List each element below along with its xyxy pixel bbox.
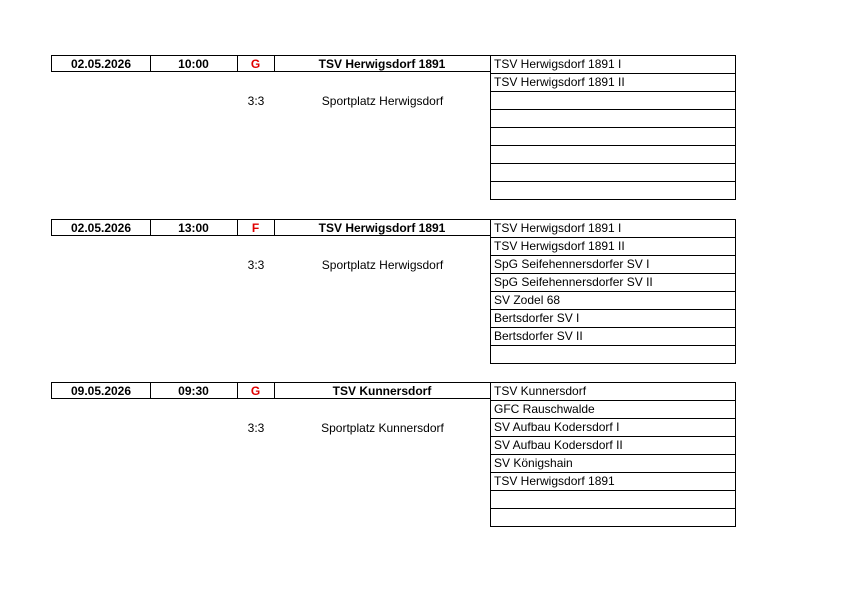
- team-row: Bertsdorfer SV I: [491, 310, 735, 328]
- team-row: SV Aufbau Kodersdorf II: [491, 437, 735, 455]
- team-row: SpG Seifehennersdorfer SV I: [491, 256, 735, 274]
- team-row: SV Königshain: [491, 455, 735, 473]
- event-type: F: [237, 219, 275, 236]
- event-block: [0, 219, 849, 369]
- team-list: [490, 382, 736, 527]
- event-date: 09.05.2026: [51, 382, 151, 399]
- team-row: SpG Seifehennersdorfer SV II: [491, 274, 735, 292]
- team-row: TSV Kunnersdorf: [491, 383, 735, 401]
- team-row: TSV Herwigsdorf 1891 II: [491, 74, 735, 92]
- team-row: TSV Herwigsdorf 1891 II: [491, 238, 735, 256]
- team-row: Bertsdorfer SV II: [491, 328, 735, 346]
- event-mode: 3:3: [247, 94, 265, 108]
- event-mode: 3:3: [247, 421, 265, 435]
- team-row: [491, 182, 735, 200]
- team-row: [491, 92, 735, 110]
- team-row: [491, 491, 735, 509]
- event-host: TSV Herwigsdorf 1891: [274, 55, 491, 72]
- team-row: [491, 146, 735, 164]
- team-row: [491, 110, 735, 128]
- event-block: [0, 55, 849, 205]
- team-row: SV Zodel 68: [491, 292, 735, 310]
- event-host: TSV Kunnersdorf: [274, 382, 491, 399]
- team-list: [490, 55, 736, 200]
- event-date: 02.05.2026: [51, 219, 151, 236]
- event-type: G: [237, 55, 275, 72]
- event-time: 09:30: [150, 382, 238, 399]
- team-list: [490, 219, 736, 364]
- team-row: TSV Herwigsdorf 1891 I: [491, 220, 735, 238]
- team-row: TSV Herwigsdorf 1891 I: [491, 56, 735, 74]
- event-time: 13:00: [150, 219, 238, 236]
- team-row: [491, 346, 735, 364]
- team-row: TSV Herwigsdorf 1891: [491, 473, 735, 491]
- event-host: TSV Herwigsdorf 1891: [274, 219, 491, 236]
- event-date: 02.05.2026: [51, 55, 151, 72]
- event-type: G: [237, 382, 275, 399]
- team-row: [491, 509, 735, 527]
- event-venue: Sportplatz Kunnersdorf: [321, 421, 444, 435]
- event-mode: 3:3: [247, 258, 265, 272]
- event-venue: Sportplatz Herwigsdorf: [321, 94, 444, 108]
- event-time: 10:00: [150, 55, 238, 72]
- event-venue: Sportplatz Herwigsdorf: [321, 258, 444, 272]
- event-block: [0, 382, 849, 532]
- team-row: [491, 128, 735, 146]
- team-row: [491, 164, 735, 182]
- team-row: GFC Rauschwalde: [491, 401, 735, 419]
- team-row: SV Aufbau Kodersdorf I: [491, 419, 735, 437]
